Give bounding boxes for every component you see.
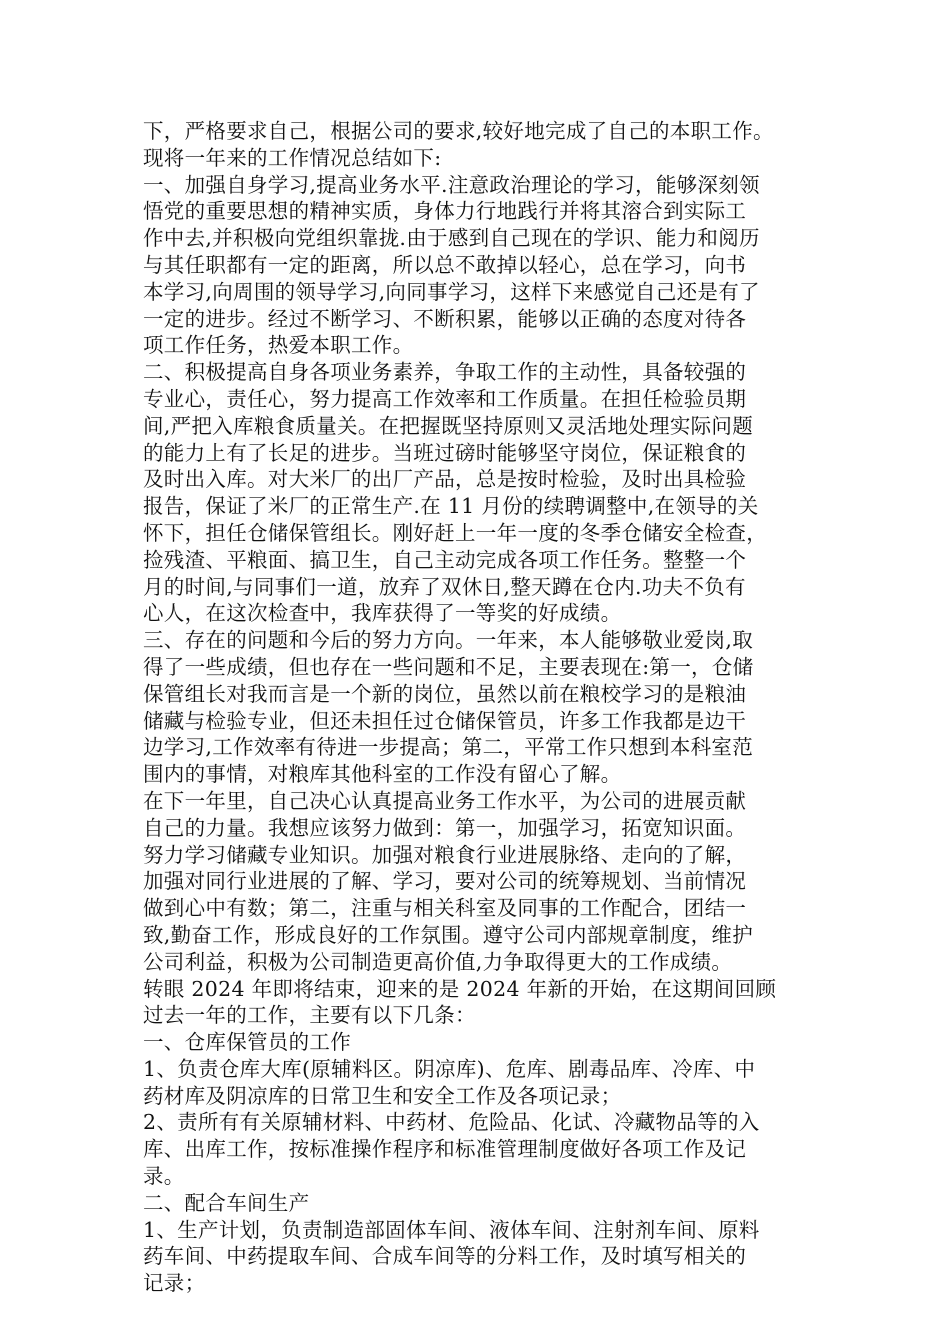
text-line: 项工作任务，热爱本职工作。 (143, 333, 414, 358)
text-line: 怀下，担任仓储保管组长。刚好赶上一年一度的冬季仓储安全检查， (143, 520, 767, 545)
text-line: 药车间、中药提取车间、合成车间等的分料工作，及时填写相关的 (143, 1244, 747, 1269)
text-line: 药材库及阴凉库的日常卫生和安全工作及各项记录； (143, 1083, 622, 1108)
text-line: 三、存在的问题和今后的努力方向。一年来，本人能够敬业爱岗,取 (143, 628, 754, 653)
text-line: 储藏与检验专业，但还未担任过仓储保管员，许多工作我都是边干 (143, 708, 747, 733)
text-line: 二、配合车间生产 (143, 1190, 310, 1215)
text-line: 间,严把入库粮食质量关。在把握既坚持原则又灵活地处理实际问题 (143, 413, 754, 438)
text-line: 与其任职都有一定的距离，所以总不敢掉以轻心，总在学习，向书 (143, 252, 747, 277)
text-line: 一定的进步。经过不断学习、不断积累，能够以正确的态度对待各 (143, 306, 747, 331)
document-body (143, 118, 811, 1297)
text-line: 边学习,工作效率有待进一步提高；第二，平常工作只想到本科室范 (143, 735, 754, 760)
text-line: 1、负责仓库大库(原辅料区。阴凉库)、危库、剧毒品库、冷库、中 (143, 1056, 756, 1081)
text-line: 的能力上有了长足的进步。当班过磅时能够坚守岗位，保证粮食的 (143, 440, 747, 465)
text-line: 1、生产计划，负责制造部固体车间、液体车间、注射剂车间、原料 (143, 1217, 760, 1242)
text-line: 专业心，责任心，努力提高工作效率和工作质量。在担任检验员期 (143, 386, 747, 411)
text-line: 报告，保证了米厂的正常生产.在 11 月份的续聘调整中,在领导的关 (143, 494, 759, 519)
text-line: 做到心中有数；第二，注重与相关科室及同事的工作配合，团结一 (143, 896, 747, 921)
text-line: 公司利益，积极为公司制造更高价值,力争取得更大的工作成绩。 (143, 949, 733, 974)
text-line: 悟党的重要思想的精神实质，身体力行地践行并将其溶合到实际工 (143, 199, 747, 224)
text-line: 致,勤奋工作，形成良好的工作氛围。遵守公司内部规章制度，维护 (143, 922, 754, 947)
text-line: 库、出库工作，按标准操作程序和标准管理制度做好各项工作及记 (143, 1137, 747, 1162)
text-line: 二、积极提高自身各项业务素养，争取工作的主动性，具备较强的 (143, 360, 747, 385)
text-line: 2、责所有有关原辅材料、中药材、危险品、化试、冷藏物品等的入 (143, 1110, 760, 1135)
text-line: 心人，在这次检查中，我库获得了一等奖的好成绩。 (143, 601, 622, 626)
text-line: 作中去,并积极向党组织靠拢.由于感到自己现在的学识、能力和阅历 (143, 226, 760, 251)
text-line: 现将一年来的工作情况总结如下: (143, 145, 442, 170)
text-line: 月的时间,与同事们一道，放弃了双休日,整天蹲在仓内.功夫不负有 (143, 574, 746, 599)
text-line: 记录； (143, 1271, 206, 1296)
text-line: 努力学习储藏专业知识。加强对粮食行业进展脉络、走向的了解， (143, 842, 747, 867)
text-line: 保管组长对我而言是一个新的岗位，虽然以前在粮校学习的是粮油 (143, 681, 747, 706)
text-line: 得了一些成绩，但也存在一些问题和不足，主要表现在:第一，仓储 (143, 654, 754, 679)
text-line: 过去一年的工作，主要有以下几条： (143, 1003, 476, 1028)
text-line: 在下一年里，自己决心认真提高业务工作水平，为公司的进展贡献 (143, 788, 747, 813)
text-line: 捡残渣、平粮面、搞卫生，自己主动完成各项工作任务。整整一个 (143, 547, 747, 572)
text-line: 录。 (143, 1164, 185, 1189)
text-line: 自己的力量。我想应该努力做到：第一，加强学习，拓宽知识面。 (143, 815, 747, 840)
text-line: 下，严格要求自己，根据公司的要求,较好地完成了自己的本职工作。 (143, 119, 774, 143)
text-line: 本学习,向周围的领导学习,向同事学习，这样下来感觉自己还是有了 (143, 279, 760, 304)
text-line: 及时出入库。对大米厂的出厂产品，总是按时检验，及时出具检验 (143, 467, 747, 492)
text-line: 一、仓库保管员的工作 (143, 1030, 351, 1055)
text-line: 转眼 2024 年即将结束，迎来的是 2024 年新的开始，在这期间回顾 (143, 976, 777, 1001)
text-line: 围内的事情，对粮库其他科室的工作没有留心了解。 (143, 762, 622, 787)
text-line: 加强对同行业进展的了解、学习，要对公司的统筹规划、当前情况 (143, 869, 747, 894)
text-line: 一、加强自身学习,提高业务水平.注意政治理论的学习，能够深刻领 (143, 172, 760, 197)
